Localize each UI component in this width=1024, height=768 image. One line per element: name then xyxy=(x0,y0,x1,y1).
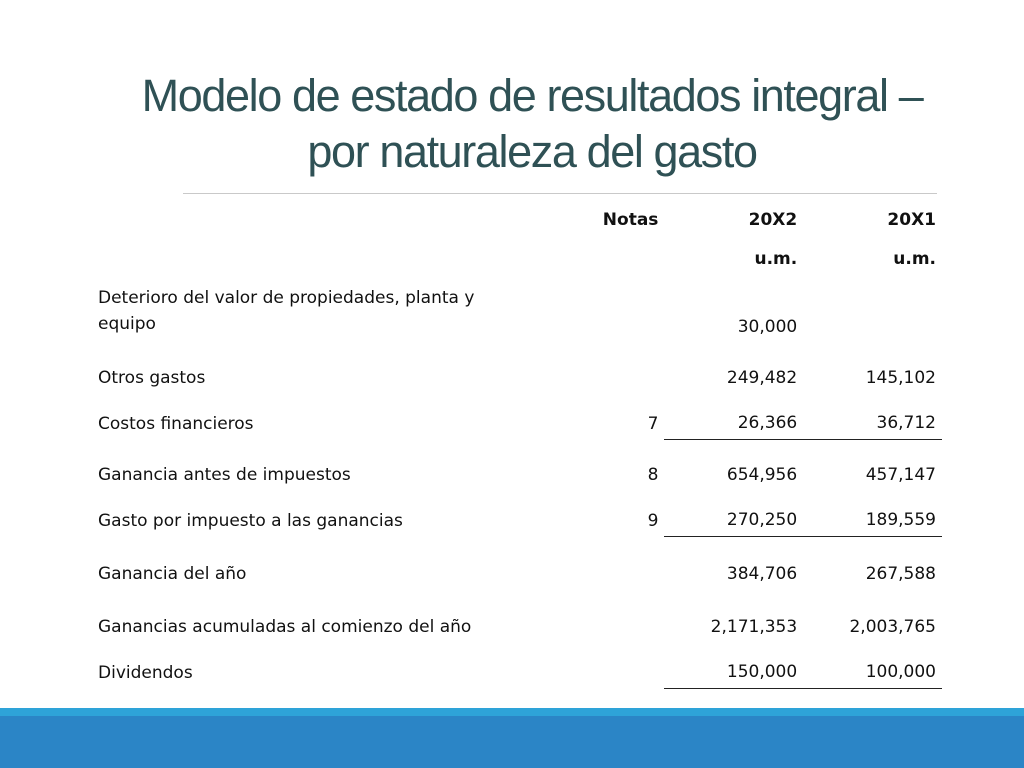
table-row xyxy=(92,440,942,492)
row-notes xyxy=(525,643,665,689)
row-notes: 8 xyxy=(647,465,659,485)
table-row xyxy=(92,537,942,591)
table-row xyxy=(92,277,942,343)
footer-accent-band xyxy=(0,708,1024,716)
row-label: Ganancia antes de impuestos xyxy=(98,465,351,485)
row-value-prior: 189,559 xyxy=(865,510,936,530)
row-notes xyxy=(525,343,665,394)
row-notes xyxy=(525,590,665,643)
row-value-current: 2,171,353 xyxy=(710,617,798,637)
header-notes: Notas xyxy=(602,209,659,230)
row-label: Deterioro del valor de propiedades, planta y equipo xyxy=(98,288,475,334)
row-notes: 7 xyxy=(647,413,659,434)
row-value-current: 150,000 xyxy=(726,662,798,682)
slide-title xyxy=(60,68,1004,180)
row-notes: 9 xyxy=(647,510,659,531)
units-prior: u.m. xyxy=(893,248,936,269)
header-year-prior: 20X1 xyxy=(887,209,936,230)
table-row xyxy=(92,394,942,440)
row-value-current: 26,366 xyxy=(737,413,798,433)
title-divider xyxy=(183,193,937,194)
row-label: Otros gastos xyxy=(98,368,206,388)
row-label: Costos financieros xyxy=(98,413,254,434)
table-row xyxy=(92,491,942,537)
row-value-prior: 457,147 xyxy=(803,440,942,492)
row-value-current: 270,250 xyxy=(726,510,798,530)
slide-title-line-2: por naturaleza del gasto xyxy=(307,126,757,177)
row-value-current: 384,706 xyxy=(664,537,803,591)
row-value-prior: 145,102 xyxy=(865,368,936,388)
row-value-prior: 100,000 xyxy=(865,662,936,682)
units-row xyxy=(92,240,942,277)
table-row xyxy=(92,643,942,689)
row-label: Ganancias acumuladas al comienzo del año xyxy=(98,617,472,637)
header-year-current: 20X2 xyxy=(748,209,798,230)
row-value-prior xyxy=(803,277,942,343)
row-value-current: 30,000 xyxy=(737,317,798,337)
row-value-prior: 2,003,765 xyxy=(849,617,936,637)
row-value-current: 249,482 xyxy=(726,368,798,388)
footer-band xyxy=(0,716,1024,768)
table-header-row xyxy=(92,199,942,240)
row-label: Gasto por impuesto a las ganancias xyxy=(98,510,403,531)
table-row xyxy=(92,343,942,394)
income-statement-table xyxy=(92,199,942,743)
row-label: Ganancia del año xyxy=(98,564,247,584)
row-label: Dividendos xyxy=(98,662,193,683)
row-value-current: 654,956 xyxy=(664,440,803,492)
header-label-cell xyxy=(92,199,525,240)
row-value-prior: 267,588 xyxy=(803,537,942,591)
table-row xyxy=(92,590,942,643)
slide-title-line-1: Modelo de estado de resultados integral – xyxy=(141,70,923,121)
row-notes xyxy=(525,537,665,591)
row-value-prior: 36,712 xyxy=(876,413,936,433)
units-current: u.m. xyxy=(754,248,798,269)
row-notes xyxy=(525,277,665,343)
